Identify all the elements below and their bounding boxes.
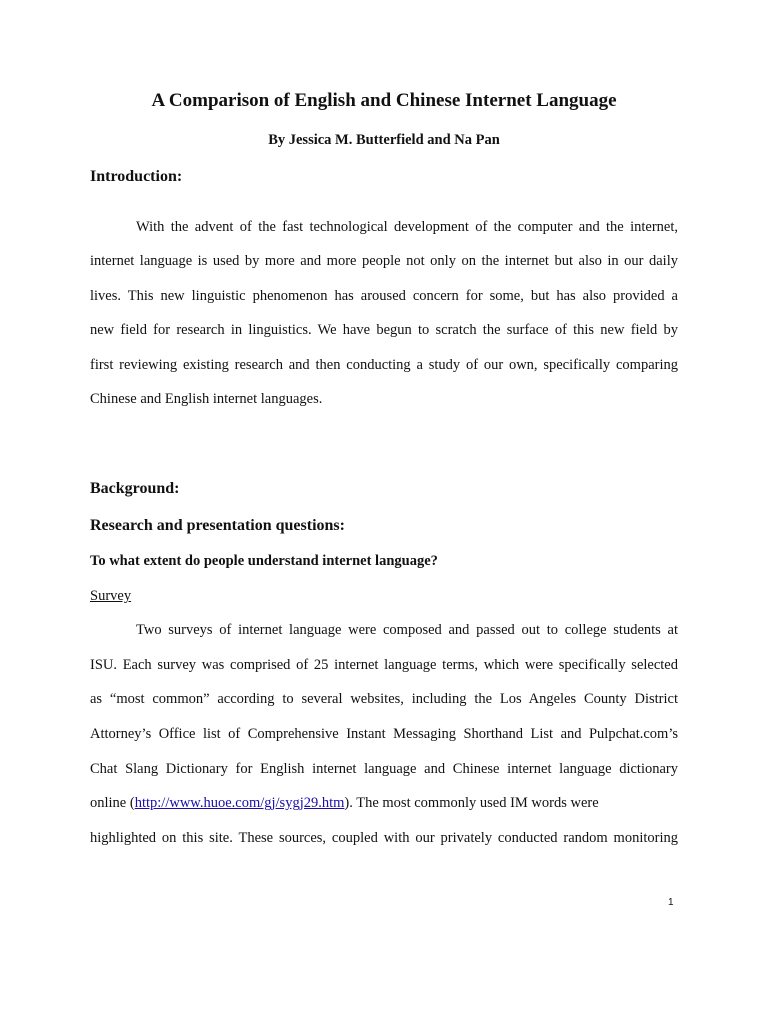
research-questions-heading: Research and presentation questions: bbox=[90, 517, 345, 534]
introduction-line: With the advent of the fast technological development of the computer and the internet, bbox=[136, 219, 678, 235]
survey-link-line bbox=[90, 793, 678, 813]
introduction-line: first reviewing existing research and then conducting a study of our own, specifically comparing bbox=[90, 357, 678, 373]
survey-line: Two surveys of internet language were composed and passed out to college students at bbox=[136, 622, 678, 638]
survey-line: as “most common” according to several websites, including the Los Angeles County District bbox=[90, 691, 678, 707]
document-authors: By Jessica M. Butterfield and Na Pan bbox=[268, 132, 500, 148]
document-title: A Comparison of English and Chinese Internet Language bbox=[151, 90, 617, 111]
introduction-line: lives. This new linguistic phenomenon has aroused concern for some, but has also provided a bbox=[90, 288, 678, 304]
introduction-line: internet language is used by more and more people not only on the internet but also in our daily bbox=[90, 253, 678, 269]
introduction-line: new field for research in linguistics. We have begun to scratch the surface of this new field by bbox=[90, 322, 678, 338]
link-line-prefix: online ( bbox=[90, 795, 135, 811]
dictionary-link[interactable]: http://www.huoe.com/gj/sygj29.htm bbox=[134, 795, 345, 811]
survey-line: ISU. Each survey was comprised of 25 internet language terms, which were specifically selected bbox=[90, 657, 678, 673]
survey-line: Chat Slang Dictionary for English internet language and Chinese internet language dictionary bbox=[90, 761, 678, 777]
survey-subheading: Survey bbox=[90, 588, 132, 604]
survey-line: highlighted on this site. These sources, coupled with our privately conducted random monitoring bbox=[90, 830, 678, 846]
page-number: 1 bbox=[668, 897, 674, 908]
survey-line: Attorney’s Office list of Comprehensive Instant Messaging Shorthand List and Pulpchat.com’s bbox=[90, 726, 678, 742]
introduction-line: Chinese and English internet languages. bbox=[90, 391, 323, 407]
background-heading: Background: bbox=[90, 480, 180, 497]
introduction-heading: Introduction: bbox=[90, 168, 183, 185]
link-line-suffix: ). The most commonly used IM words were bbox=[344, 795, 599, 811]
research-question: To what extent do people understand internet language? bbox=[90, 553, 438, 569]
